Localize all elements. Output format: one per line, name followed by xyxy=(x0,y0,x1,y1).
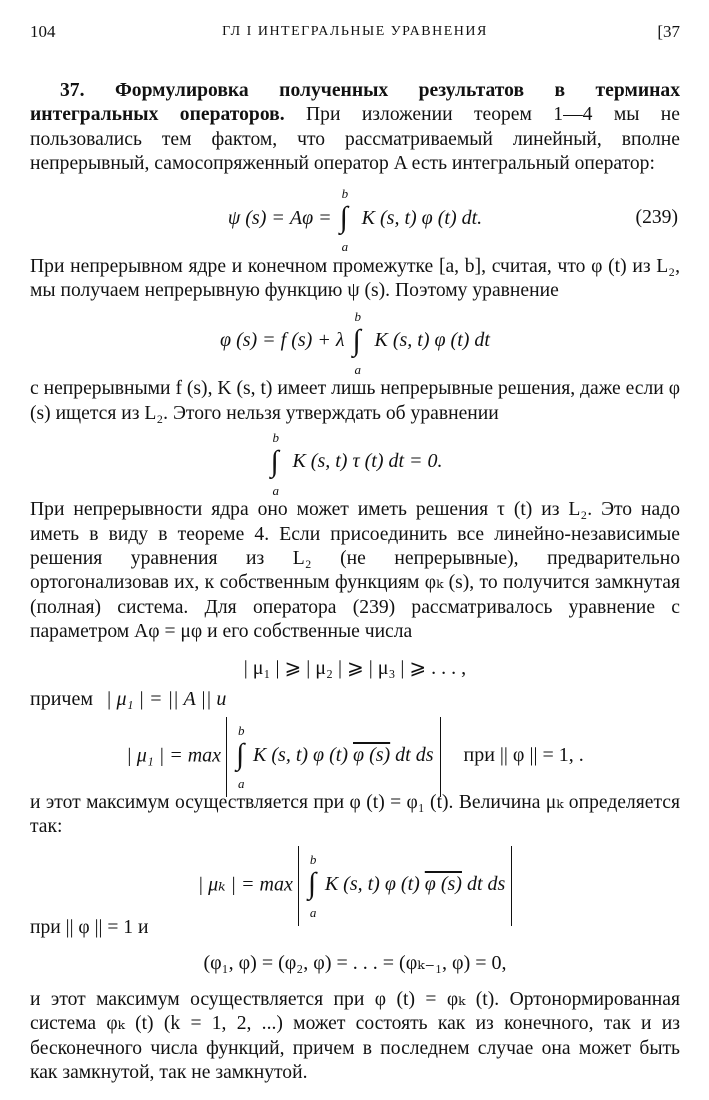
paragraph-4: При непрерывности ядра оно может иметь решения τ (t) из L₂. Это надо иметь в виду в теореме 4. Если присоединить все линейно-независимые решения уравнения из L₂ (не непрерывные), предварительно ортогонализовав их, к собственным функциям φₖ (s), то получится замкнутая (полная) система. Для оператора (239) рассматривалось уравнение с параметром Aφ = μφ и его собственные числа xyxy=(30,499,680,643)
lower-limit: a xyxy=(272,482,279,498)
absolute-value xyxy=(298,846,512,926)
absolute-value xyxy=(226,717,440,797)
paragraph-8: и этот максимум осуществляется при φ (t) = φₖ (t). Ортонормированная система φₖ (t) (k = 1, 2, ...) может состоять как из конечного, так и из бесконечного числа функций, причем в последнем случае она может быть как замкнутой, так не замкнутой. xyxy=(30,988,680,1084)
paragraph-3: с непрерывными f (s), K (s, t) имеет лишь непрерывные решения, даже если φ (s) ищется из L₂. Этого нельзя утверждать об уравнении xyxy=(30,378,680,424)
upper-limit: b xyxy=(238,723,245,739)
integral-sign: b ∫ a xyxy=(270,429,279,498)
paragraph-7: при || φ || = 1 и xyxy=(30,916,149,938)
running-header xyxy=(30,18,680,46)
running-title: ГЛ I ИНТЕГРАЛЬНЫЕ УРАВНЕНИЯ xyxy=(222,24,488,39)
paragraph-5-lead: причем xyxy=(30,687,93,710)
lower-limit: a xyxy=(354,361,361,377)
paragraph-6: и этот максимум осуществляется при φ (t) = φ₁ (t). Величина μₖ определяется так: xyxy=(30,791,680,838)
eq5-conjugate: φ (s) xyxy=(353,743,391,766)
eq5-lhs: | μ₁ | = max xyxy=(126,744,222,767)
section-ref: [37 xyxy=(657,22,680,41)
lower-limit: a xyxy=(238,776,245,792)
eq6-integrand-b: dt ds xyxy=(461,872,506,895)
eq5-condition: при || φ || = 1, . xyxy=(463,744,584,767)
eq5-integrand-a: K (s, t) φ (t) xyxy=(253,743,353,766)
eq5-integrand-b: dt ds xyxy=(390,743,434,766)
intro-paragraph xyxy=(30,79,680,177)
page-number: 104 xyxy=(30,22,56,41)
equation-integral-3 xyxy=(30,429,680,498)
eq6-lhs: | μₖ | = max xyxy=(197,873,293,896)
eq239-integrand: K (s, t) φ (t) dt. xyxy=(361,206,483,229)
norm-equality: | μ₁ | = || A || и xyxy=(106,687,227,710)
section-heading: 37. Формулировка полученных результатов в терминах интегральных операторов. xyxy=(30,80,680,126)
paragraph-5 xyxy=(30,685,680,713)
equation-max-k xyxy=(30,846,680,920)
equation-239 xyxy=(30,186,680,255)
integral-sign: b ∫ a xyxy=(352,308,361,377)
eq6-integrand-a: K (s, t) φ (t) xyxy=(324,872,425,895)
page xyxy=(30,18,680,1086)
equation-integral-2 xyxy=(30,308,680,377)
paragraph-2: При непрерывном ядре и конечном промежутке [a, b], считая, что φ (t) из L₂, мы получаем непрерывную функцию ψ (s). Поэтому уравнение xyxy=(30,255,680,302)
upper-limit: b xyxy=(354,308,361,324)
eigenvalue-ordering: | μ₁ | ⩾ | μ₂ | ⩾ | μ₃ | ⩾ . . . , xyxy=(243,656,467,679)
lower-limit: a xyxy=(341,239,349,255)
eq2-integrand: K (s, t) φ (t) dt xyxy=(374,329,490,352)
lower-limit: a xyxy=(309,904,317,920)
eq2-lhs: φ (s) = f (s) + λ xyxy=(220,329,345,352)
upper-limit: b xyxy=(341,186,349,202)
equation-number: (239) xyxy=(635,206,678,228)
upper-limit: b xyxy=(309,851,317,867)
eq3-integrand: K (s, t) τ (t) dt = 0. xyxy=(292,450,443,473)
orthogonality-conditions: (φ₁, φ) = (φ₂, φ) = . . . = (φₖ₋₁, φ) = 0, xyxy=(203,951,507,974)
intro-text: При изложении теорем 1—4 мы не пользовались тем фактом, что рассматриваемый линейный, вполне непрерывный, самосопряженный оператор A есть интегральный оператор: xyxy=(30,104,680,175)
integral-sign: b ∫ a xyxy=(236,723,245,792)
integral-sign: b ∫ a xyxy=(339,186,349,255)
eq6-conjugate: φ (s) xyxy=(424,872,462,895)
eq239-lhs: ψ (s) = Aφ = xyxy=(227,206,332,229)
integral-sign: b ∫ a xyxy=(307,851,317,920)
equation-max-1 xyxy=(30,717,680,792)
upper-limit: b xyxy=(272,429,279,445)
